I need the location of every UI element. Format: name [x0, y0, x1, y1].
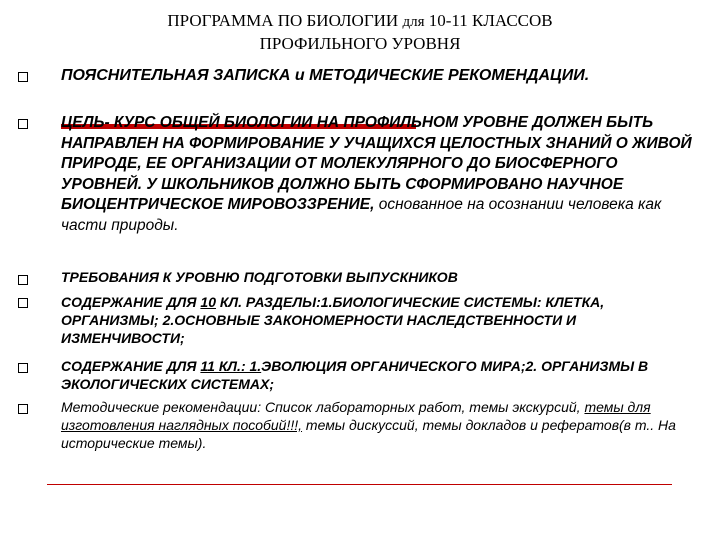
methodical-text-b: темы дискуссий, темы докладов и рефератов(в т.. На исторические темы). [61, 417, 676, 451]
item-explanatory-note: ПОЯСНИТЕЛЬНАЯ ЗАПИСКА и МЕТОДИЧЕСКИЕ РЕКОМЕНДАЦИИ. [61, 67, 590, 84]
bullet-square-icon [18, 72, 28, 82]
content-10-grade: 10 [200, 294, 216, 310]
title-part-1: ПРОГРАММА ПО БИОЛОГИИ [167, 11, 399, 30]
content-10-text: КЛ. РАЗДЕЛЫ:1.БИОЛОГИЧЕСКИЕ СИСТЕМЫ: КЛЕТКА, ОРГАНИЗМЫ; 2.ОСНОВНЫЕ ЗАКОНОМЕРНОСТИ НАСЛЕДСТВЕННОСТИ И ИЗМЕНЧИВОСТИ; [61, 294, 605, 346]
bullet-square-icon [18, 404, 28, 414]
bullet-square-icon [18, 119, 28, 129]
item-requirements: ТРЕБОВАНИЯ К УРОВНЮ ПОДГОТОВКИ ВЫПУСКНИКОВ [61, 269, 458, 285]
goal-text: ЦЕЛЬ- КУРС ОБЩЕЙ БИОЛОГИИ НА ПРОФИЛЬНОМ УРОВНЕ ДОЛЖЕН БЫТЬ НАПРАВЛЕН НА ФОРМИРОВАНИЕ У УЧАЩИХСЯ ЦЕЛОСТНЫХ ЗНАНИЙ О ЖИВОЙ ПРИРОДЕ, ЕЕ ОРГАНИЗАЦИИ ОТ МОЛЕКУЛЯРНОГО ДО БИОСФЕРНОГО УРОВНЕЙ. У ШКОЛЬНИКОВ ДОЛЖНО БЫТЬ СФОРМИРОВАНО НАУЧНОЕ БИОЦЕНТРИЧЕСКОЕ МИРОВОЗЗРЕНИЕ, [61, 114, 692, 213]
title-part-3: 10-11 КЛАССОВ [428, 11, 553, 30]
item-content-grade-10 [61, 293, 701, 347]
item-goal [61, 113, 701, 236]
slide-title [60, 10, 660, 55]
title-part-2: для [402, 14, 425, 30]
content-10-prefix: СОДЕРЖАНИЕ ДЛЯ [61, 294, 197, 310]
content-11-prefix: СОДЕРЖАНИЕ ДЛЯ [61, 358, 197, 374]
item-content-grade-11 [61, 357, 701, 393]
goal-text-tail: основанное на осознании человека как части природы. [61, 196, 662, 234]
content-11-grade: 11 КЛ.: 1. [200, 358, 262, 374]
item-methodical-recommendations [61, 398, 701, 452]
bullet-square-icon [18, 275, 28, 285]
bottom-divider [47, 484, 672, 485]
bullet-square-icon [18, 298, 28, 308]
content-11-text: ЭВОЛЮЦИЯ ОРГАНИЧЕСКОГО МИРА;2. ОРГАНИЗМЫ В ЭКОЛОГИЧЕСКИХ СИСТЕМАХ; [61, 358, 649, 392]
bullet-square-icon [18, 363, 28, 373]
title-line-2: ПРОФИЛЬНОГО УРОВНЯ [259, 34, 461, 53]
methodical-text-underlined: темы для изготовления наглядных пособий!!!, [61, 399, 651, 433]
methodical-text-a: Методические рекомендации: Список лабораторных работ, темы экскурсий, [61, 399, 581, 415]
